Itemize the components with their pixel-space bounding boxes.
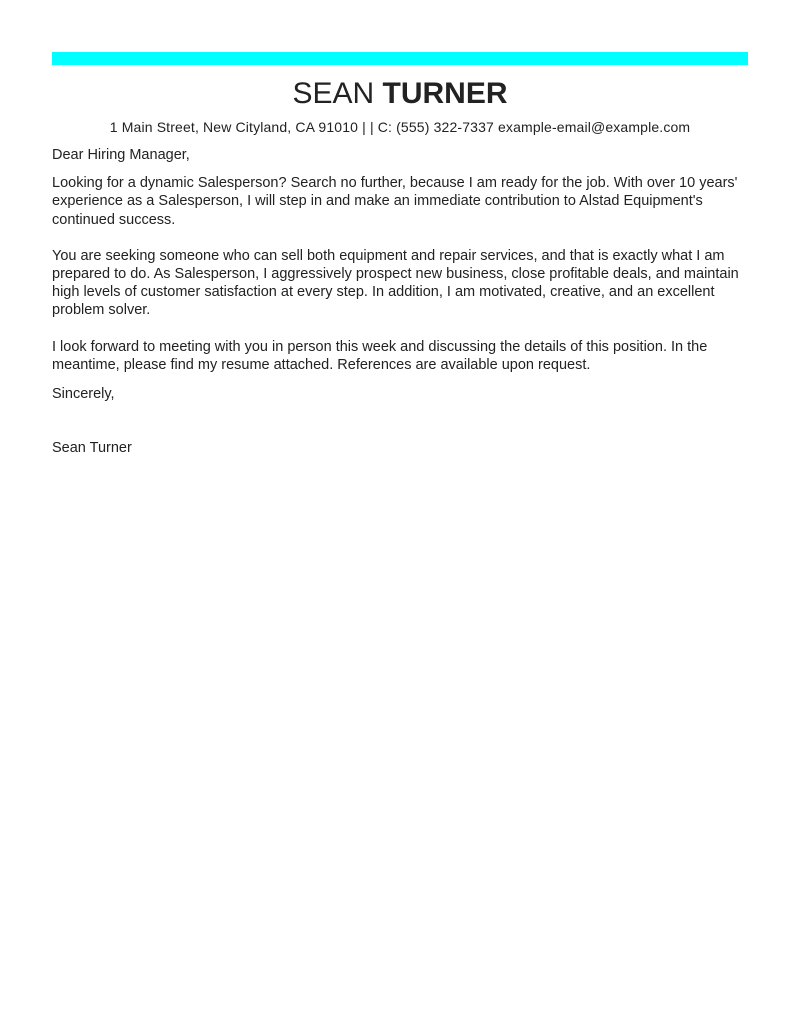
contact-line: 1 Main Street, New Cityland, CA 91010 | | C: (555) 322-7337 example-email@example.com [109,119,691,135]
closing: Sincerely, [52,386,115,403]
header-accent-bar [52,52,748,65]
salutation: Dear Hiring Manager, [52,147,190,163]
paragraph-intro: Looking for a dynamic Salesperson? Search no further, because I am ready for the job. With over 10 years' experience as a Salesperson, I will step in and make an immediate contribution to Alstad Equipment's continued success. [52,175,738,228]
paragraph-closing: I look forward to meeting with you in person this week and discussing the details of this position. In the meantime, please find my resume attached. References are available upon request. [52,338,708,373]
signature: Sean Turner [52,440,132,457]
first-name: SEAN [292,77,375,110]
paragraph-qualifications: You are seeking someone who can sell both equipment and repair services, and that is exactly what I am prepared to do. As Salesperson, I aggressively prospect new business, close profitable deals, and maintain high levels of customer satisfaction at every step. In addition, I am motivated, creative, and an excellent problem solver. [52,247,739,319]
last-name: TURNER [382,77,508,110]
applicant-name [0,76,800,112]
letter-body [52,146,752,457]
